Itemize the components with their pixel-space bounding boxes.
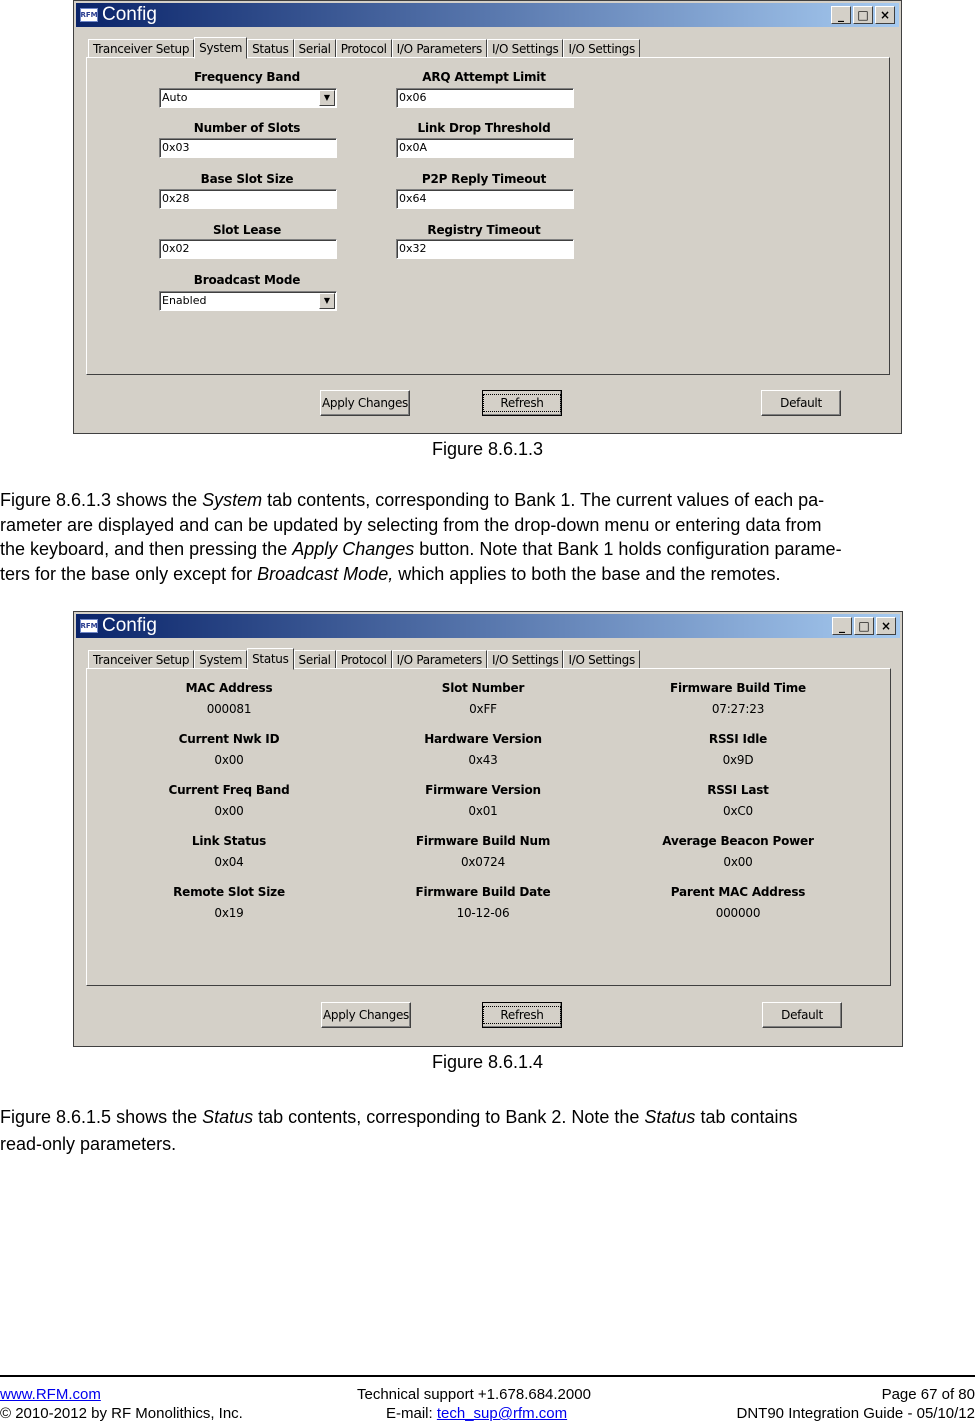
tab-io-settings-2[interactable]: I/O Settings xyxy=(563,650,639,669)
document-id: DNT90 Integration Guide - 05/10/12 xyxy=(736,1405,975,1422)
website-link[interactable]: www.RFM.com xyxy=(0,1386,101,1403)
refresh-button[interactable] xyxy=(482,390,562,416)
frequency-band-label: Frequency Band xyxy=(194,70,300,84)
tab-tranceiver-setup[interactable]: Tranceiver Setup xyxy=(88,39,194,58)
link-status-label: Link Status xyxy=(191,834,267,848)
email-line xyxy=(386,1405,567,1422)
minimize-button[interactable]: _ xyxy=(832,617,852,635)
arq-attempt-limit-input[interactable]: 0x06 xyxy=(396,88,574,108)
firmware-version-label: Firmware Version xyxy=(425,783,541,797)
paragraph-1 xyxy=(0,488,975,586)
tab-io-settings-1[interactable]: I/O Settings xyxy=(487,39,563,58)
broadcast-mode-select[interactable] xyxy=(159,291,337,311)
slot-number-label: Slot Number xyxy=(441,681,525,695)
config-window-status xyxy=(73,611,903,1047)
maximize-button[interactable]: □ xyxy=(854,617,874,635)
tab-status[interactable]: Status xyxy=(247,648,293,670)
tab-serial[interactable]: Serial xyxy=(294,650,336,669)
app-icon: RFM xyxy=(80,619,98,633)
paragraph-1-line-4: ters for the base only except for Broadcast Mode, which applies to both the base and the remotes. xyxy=(0,563,781,584)
minimize-button[interactable]: _ xyxy=(831,6,851,24)
link-status-value: 0x04 xyxy=(214,855,244,869)
frequency-band-value: Auto xyxy=(162,91,188,104)
title-bar[interactable] xyxy=(76,3,899,27)
chevron-down-icon[interactable]: ▼ xyxy=(319,293,335,309)
window-title: Config xyxy=(102,615,157,636)
broadcast-mode-label: Broadcast Mode xyxy=(193,273,301,287)
firmware-build-time-label: Firmware Build Time xyxy=(670,681,806,695)
tab-io-parameters[interactable]: I/O Parameters xyxy=(392,650,487,669)
default-button[interactable]: Default xyxy=(761,390,841,416)
tab-io-settings-1[interactable]: I/O Settings xyxy=(487,650,563,669)
arq-attempt-limit-label: ARQ Attempt Limit xyxy=(422,70,546,84)
page-number: Page 67 of 80 xyxy=(881,1386,975,1403)
registry-timeout-input[interactable]: 0x32 xyxy=(396,239,574,259)
firmware-build-num-value: 0x0724 xyxy=(460,855,506,869)
figure-caption-2: Figure 8.6.1.4 xyxy=(431,1052,544,1072)
config-window-system xyxy=(73,0,902,434)
p2p-reply-timeout-input[interactable]: 0x64 xyxy=(396,189,574,209)
window-title: Config xyxy=(102,4,157,25)
paragraph-1-line-3: the keyboard, and then pressing the Apply Changes button. Note that Bank 1 holds configuration parame- xyxy=(0,539,842,559)
title-bar[interactable] xyxy=(76,614,900,638)
default-button[interactable]: Default xyxy=(762,1002,842,1028)
tab-io-settings-2[interactable]: I/O Settings xyxy=(563,39,639,58)
current-nwk-id-value: 0x00 xyxy=(214,753,244,767)
frequency-band-select[interactable] xyxy=(159,88,337,108)
maximize-button[interactable]: □ xyxy=(853,6,873,24)
tab-strip xyxy=(88,37,640,57)
parent-mac-address-label: Parent MAC Address xyxy=(670,885,806,899)
figure-caption-1: Figure 8.6.1.3 xyxy=(431,439,544,459)
number-of-slots-label: Number of Slots xyxy=(193,121,301,135)
hardware-version-value: 0x43 xyxy=(468,753,498,767)
refresh-button[interactable] xyxy=(482,1002,562,1028)
paragraph-1-line-1: Figure 8.6.1.3 shows the System tab contents, corresponding to Bank 1. The current values of each pa- xyxy=(0,490,825,510)
remote-slot-size-value: 0x19 xyxy=(214,906,244,920)
number-of-slots-input[interactable]: 0x03 xyxy=(159,138,337,158)
tab-tranceiver-setup[interactable]: Tranceiver Setup xyxy=(88,650,194,669)
paragraph-2-line-2: read-only parameters. xyxy=(0,1134,177,1154)
copyright-text: © 2010-2012 by RF Monolithics, Inc. xyxy=(0,1405,243,1422)
tab-system[interactable]: System xyxy=(194,37,247,59)
firmware-build-time-value: 07:27:23 xyxy=(711,702,765,716)
tab-io-parameters[interactable]: I/O Parameters xyxy=(392,39,487,58)
tab-protocol[interactable]: Protocol xyxy=(336,39,392,58)
link-drop-threshold-input[interactable]: 0x0A xyxy=(396,138,574,158)
email-label: E-mail: xyxy=(386,1405,437,1422)
firmware-build-date-value: 10-12-06 xyxy=(456,906,510,920)
rssi-idle-value: 0x9D xyxy=(722,753,754,767)
slot-lease-label: Slot Lease xyxy=(212,223,282,237)
status-tab-panel xyxy=(86,668,891,986)
close-button[interactable]: × xyxy=(876,617,896,635)
parent-mac-address-value: 000000 xyxy=(715,906,761,920)
tab-status[interactable]: Status xyxy=(247,39,293,58)
paragraph-1-line-2: rameter are displayed and can be updated by selecting from the drop-down menu or entering data from xyxy=(0,514,822,535)
rssi-idle-label: RSSI Idle xyxy=(708,732,768,746)
footer-divider xyxy=(0,1375,975,1377)
current-nwk-id-label: Current Nwk ID xyxy=(178,732,280,746)
close-button[interactable]: × xyxy=(875,6,895,24)
support-phone: Technical support +1.678.684.2000 xyxy=(357,1386,591,1403)
broadcast-mode-value: Enabled xyxy=(162,294,207,307)
tab-strip xyxy=(88,648,640,668)
average-beacon-power-label: Average Beacon Power xyxy=(662,834,814,848)
paragraph-2 xyxy=(0,1104,975,1158)
registry-timeout-label: Registry Timeout xyxy=(427,223,541,237)
slot-number-value: 0xFF xyxy=(469,702,497,716)
system-tab-panel xyxy=(86,57,890,375)
link-drop-threshold-label: Link Drop Threshold xyxy=(417,121,551,135)
tab-system[interactable]: System xyxy=(194,650,247,669)
firmware-build-date-label: Firmware Build Date xyxy=(415,885,551,899)
rssi-last-label: RSSI Last xyxy=(707,783,769,797)
remote-slot-size-label: Remote Slot Size xyxy=(173,885,285,899)
p2p-reply-timeout-label: P2P Reply Timeout xyxy=(421,172,547,186)
tab-protocol[interactable]: Protocol xyxy=(336,650,392,669)
mac-address-value: 000081 xyxy=(206,702,252,716)
base-slot-size-label: Base Slot Size xyxy=(200,172,294,186)
email-link[interactable]: tech_sup@rfm.com xyxy=(436,1405,568,1422)
average-beacon-power-value: 0x00 xyxy=(723,855,753,869)
current-freq-band-value: 0x00 xyxy=(214,804,244,818)
apply-changes-button[interactable]: Apply Changes xyxy=(320,390,410,416)
hardware-version-label: Hardware Version xyxy=(424,732,542,746)
mac-address-label: MAC Address xyxy=(185,681,273,695)
refresh-button-label: Refresh xyxy=(483,394,560,412)
firmware-version-value: 0x01 xyxy=(468,804,498,818)
current-freq-band-label: Current Freq Band xyxy=(168,783,290,797)
base-slot-size-input[interactable]: 0x28 xyxy=(159,189,337,209)
refresh-button-label: Refresh xyxy=(483,1006,560,1024)
rssi-last-value: 0xC0 xyxy=(723,804,753,818)
chevron-down-icon[interactable]: ▼ xyxy=(319,90,335,106)
slot-lease-input[interactable]: 0x02 xyxy=(159,239,337,259)
tab-serial[interactable]: Serial xyxy=(294,39,336,58)
firmware-build-num-label: Firmware Build Num xyxy=(415,834,551,848)
app-icon: RFM xyxy=(80,8,98,22)
apply-changes-button[interactable]: Apply Changes xyxy=(321,1002,411,1028)
paragraph-2-line-1: Figure 8.6.1.5 shows the Status tab contents, corresponding to Bank 2. Note the Status tab contains xyxy=(0,1107,798,1127)
